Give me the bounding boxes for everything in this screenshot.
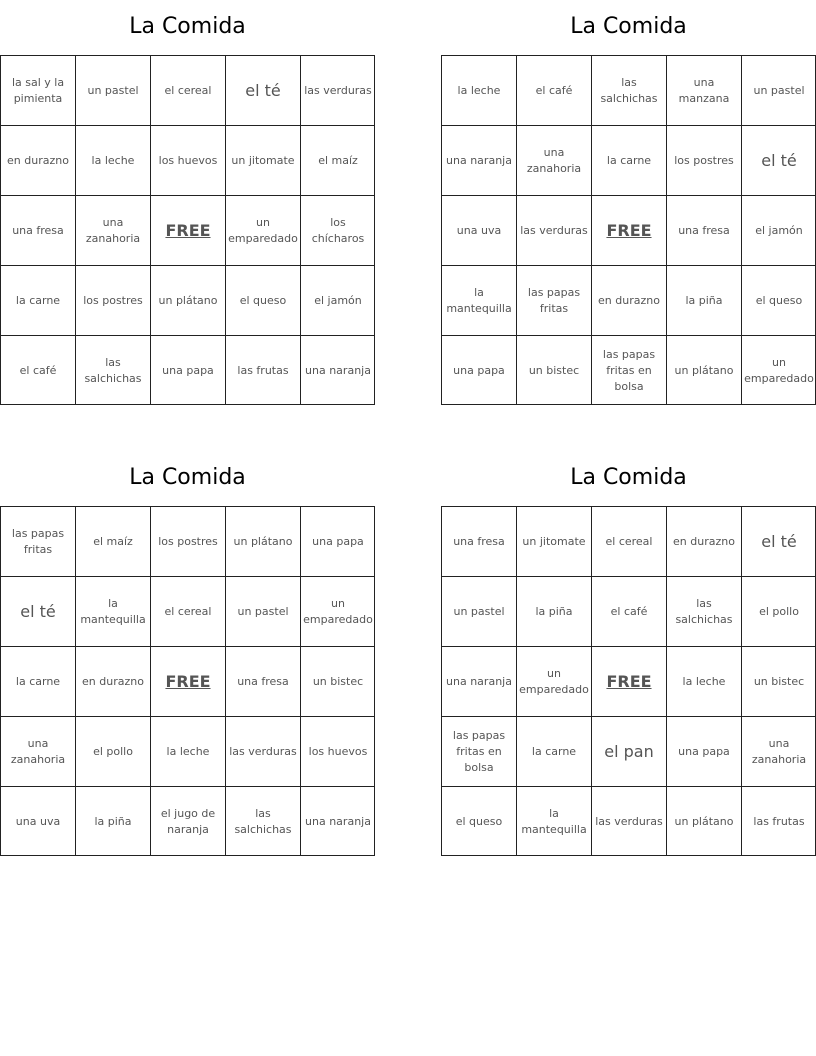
bingo-cell: una zanahoria: [0, 716, 75, 786]
bingo-cell: la piña: [516, 576, 591, 646]
bingo-cell: un pastel: [225, 576, 300, 646]
bingo-cell: un emparedado: [516, 646, 591, 716]
card-title: La Comida: [570, 465, 687, 490]
bingo-cell: la piña: [75, 786, 150, 856]
bingo-cell: las frutas: [741, 786, 816, 856]
bingo-cell: una zanahoria: [516, 125, 591, 195]
bingo-cell: un bistec: [516, 335, 591, 405]
bingo-cell: una uva: [441, 195, 516, 265]
bingo-cell: un plátano: [150, 265, 225, 335]
bingo-cell: el queso: [225, 265, 300, 335]
bingo-cell: un emparedado: [741, 335, 816, 405]
bingo-cell: una naranja: [441, 646, 516, 716]
bingo-cell: una naranja: [441, 125, 516, 195]
bingo-cell: el cereal: [150, 576, 225, 646]
bingo-cell: en durazno: [666, 506, 741, 576]
bingo-card-2: [441, 0, 816, 405]
bingo-cell: la leche: [150, 716, 225, 786]
bingo-cell: la carne: [0, 646, 75, 716]
bingo-cell: un plátano: [666, 786, 741, 856]
bingo-cell: las frutas: [225, 335, 300, 405]
bingo-cell: un bistec: [300, 646, 375, 716]
bingo-cell: los huevos: [150, 125, 225, 195]
bingo-cell: la carne: [591, 125, 666, 195]
free-space: FREE: [591, 195, 666, 265]
bingo-cell: las papas fritas: [0, 506, 75, 576]
bingo-card-3: [0, 451, 375, 856]
bingo-cell: un emparedado: [300, 576, 375, 646]
bingo-cell: una manzana: [666, 55, 741, 125]
bingo-cell: una papa: [300, 506, 375, 576]
bingo-cell: una uva: [0, 786, 75, 856]
bingo-cell: las salchichas: [75, 335, 150, 405]
bingo-cell: las verduras: [516, 195, 591, 265]
bingo-cell: los huevos: [300, 716, 375, 786]
bingo-cell: los chícharos: [300, 195, 375, 265]
bingo-cell: el té: [225, 55, 300, 125]
bingo-cell: una papa: [150, 335, 225, 405]
bingo-cell: las papas fritas en bolsa: [591, 335, 666, 405]
bingo-cell: un jitomate: [225, 125, 300, 195]
bingo-cell: en durazno: [591, 265, 666, 335]
bingo-cell: el café: [591, 576, 666, 646]
bingo-cell: el jugo de naranja: [150, 786, 225, 856]
bingo-cell: las verduras: [225, 716, 300, 786]
bingo-cell: el cereal: [150, 55, 225, 125]
free-space: FREE: [150, 646, 225, 716]
bingo-cell: la sal y la pimienta: [0, 55, 75, 125]
bingo-cell: el té: [0, 576, 75, 646]
bingo-cell: las salchichas: [225, 786, 300, 856]
card-title: La Comida: [129, 465, 246, 490]
bingo-cell: un pastel: [441, 576, 516, 646]
bingo-cell: el queso: [741, 265, 816, 335]
bingo-cell: una papa: [441, 335, 516, 405]
bingo-cell: la piña: [666, 265, 741, 335]
bingo-cell: las verduras: [300, 55, 375, 125]
bingo-cell: el maíz: [300, 125, 375, 195]
bingo-cell: el café: [0, 335, 75, 405]
bingo-cell: una fresa: [666, 195, 741, 265]
bingo-cell: los postres: [75, 265, 150, 335]
bingo-cell: el queso: [441, 786, 516, 856]
bingo-grid: [0, 55, 375, 405]
bingo-cell: una fresa: [441, 506, 516, 576]
bingo-cell: un pastel: [741, 55, 816, 125]
bingo-cell: un plátano: [666, 335, 741, 405]
bingo-cell: el maíz: [75, 506, 150, 576]
bingo-cell: una fresa: [0, 195, 75, 265]
bingo-cell: una naranja: [300, 335, 375, 405]
bingo-cell: el té: [741, 125, 816, 195]
bingo-cell: un jitomate: [516, 506, 591, 576]
bingo-cell: el café: [516, 55, 591, 125]
card-title: La Comida: [570, 14, 687, 39]
bingo-cell: las salchichas: [666, 576, 741, 646]
bingo-card-1: [0, 0, 375, 405]
bingo-cell: el jamón: [300, 265, 375, 335]
card-title: La Comida: [129, 14, 246, 39]
bingo-cell: un pastel: [75, 55, 150, 125]
bingo-cell: un bistec: [741, 646, 816, 716]
free-space: FREE: [150, 195, 225, 265]
bingo-cell: la leche: [75, 125, 150, 195]
bingo-cell: una papa: [666, 716, 741, 786]
bingo-cell: un emparedado: [225, 195, 300, 265]
bingo-cell: un plátano: [225, 506, 300, 576]
bingo-grid: [0, 506, 375, 856]
bingo-cell: en durazno: [0, 125, 75, 195]
bingo-cell: los postres: [150, 506, 225, 576]
bingo-cell: una naranja: [300, 786, 375, 856]
bingo-cell: el cereal: [591, 506, 666, 576]
bingo-cell: la mantequilla: [75, 576, 150, 646]
bingo-cell: la mantequilla: [516, 786, 591, 856]
bingo-cell: el jamón: [741, 195, 816, 265]
bingo-cell: una zanahoria: [75, 195, 150, 265]
bingo-card-4: [441, 451, 816, 856]
bingo-cell: las salchichas: [591, 55, 666, 125]
bingo-grid: [441, 506, 816, 856]
bingo-cell: el pan: [591, 716, 666, 786]
bingo-grid: [441, 55, 816, 405]
bingo-cell: las papas fritas: [516, 265, 591, 335]
bingo-cell: la leche: [441, 55, 516, 125]
bingo-cell: la carne: [0, 265, 75, 335]
bingo-cell: las papas fritas en bolsa: [441, 716, 516, 786]
bingo-cell: la leche: [666, 646, 741, 716]
bingo-cell: una zanahoria: [741, 716, 816, 786]
free-space: FREE: [591, 646, 666, 716]
bingo-cell: las verduras: [591, 786, 666, 856]
bingo-cell: el té: [741, 506, 816, 576]
bingo-cell: en durazno: [75, 646, 150, 716]
bingo-cell: los postres: [666, 125, 741, 195]
bingo-cell: la carne: [516, 716, 591, 786]
bingo-cell: el pollo: [75, 716, 150, 786]
bingo-cell: el pollo: [741, 576, 816, 646]
bingo-cell: la mantequilla: [441, 265, 516, 335]
bingo-cell: una fresa: [225, 646, 300, 716]
